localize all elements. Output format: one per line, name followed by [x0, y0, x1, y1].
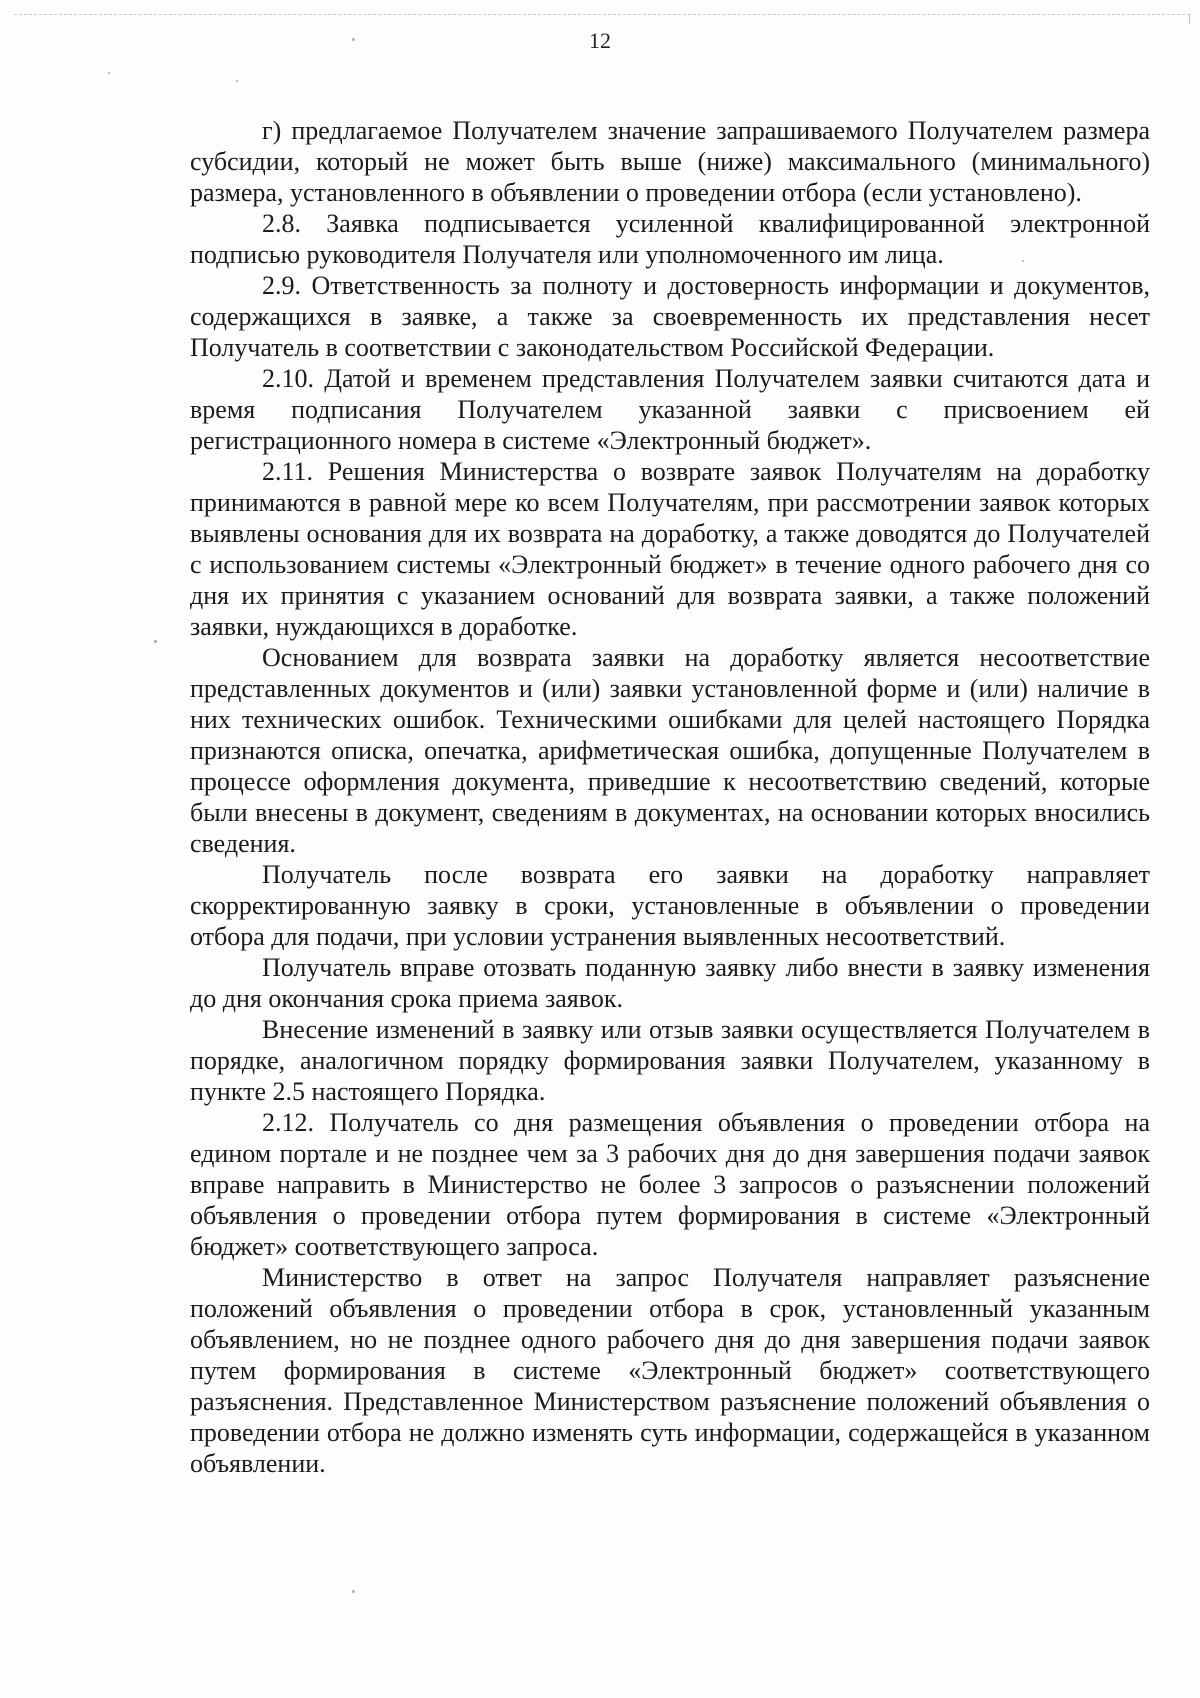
paragraph-2-9: 2.9. Ответственность за полноту и достоверность информации и документов, содержащихся в заявке, а также за своевременность их представления несет Получатель в соответствии с законодательством Российской Федерации.	[190, 271, 1150, 362]
scan-speck	[352, 1590, 355, 1593]
page-number: 12	[589, 28, 611, 53]
paragraph-changes: Внесение изменений в заявку или отзыв заявки осуществляется Получателем в порядке, аналогичном порядку формирования заявки Получателем, указанному в пункте 2.5 настоящего Порядка.	[190, 1015, 1150, 1106]
scan-speck	[1022, 260, 1024, 262]
scan-edge-right	[1189, 14, 1190, 24]
paragraph-subitem-g: г) предлагаемое Получателем значение запрашиваемого Получателем размера субсидии, который не может быть выше (ниже) максимального (минимального) размера, установленного в объявлении о проведении отбора (если установлено).	[190, 116, 1150, 207]
paragraph-resubmission: Получатель после возврата его заявки на доработку направляет скорректированную заявку в сроки, установленные в объявлении о проведении отбора для подачи, при условии устранения выявленных несоответствий.	[190, 860, 1150, 951]
document-body	[190, 115, 1150, 1479]
paragraph-2-8: 2.8. Заявка подписывается усиленной квалифицированной электронной подписью руководителя Получателя или уполномоченного им лица.	[190, 209, 1150, 269]
scan-speck	[154, 640, 157, 643]
paragraph-return-grounds: Основанием для возврата заявки на доработку является несоответствие представленных документов и (или) заявки установленной форме и (или) наличие в них технических ошибок. Техническими ошибками для целей настоящего Порядка признаются описка, опечатка, арифметическая ошибка, допущенные Получателем в процессе оформления документа, приведшие к несоответствию сведений, которые были внесены в документ, сведениям в документах, на основании которых вносились сведения.	[190, 643, 1150, 858]
scan-speck	[236, 80, 238, 82]
paragraph-2-11: 2.11. Решения Министерства о возврате заявок Получателям на доработку принимаются в равной мере ко всем Получателям, при рассмотрении заявок которых выявлены основания для их возврата на доработку, а также доводятся до Получателей с использованием системы «Электронный бюджет» в течение одного рабочего дня со дня их принятия с указанием оснований для возврата заявки, а также положений заявки, нуждающихся в доработке.	[190, 457, 1150, 641]
scan-speck	[108, 72, 110, 74]
scan-speck	[352, 38, 355, 41]
paragraph-withdrawal: Получатель вправе отозвать поданную заявку либо внести в заявку изменения до дня окончания срока приема заявок.	[190, 953, 1150, 1013]
scan-edge-top	[14, 14, 1190, 15]
paragraph-2-12: 2.12. Получатель со дня размещения объявления о проведении отбора на едином портале и не позднее чем за 3 рабочих дня до дня завершения подачи заявок вправе направить в Министерство не более 3 запросов о разъяснении положений объявления о проведении отбора путем формирования в системе «Электронный бюджет» соответствующего запроса.	[190, 1108, 1150, 1261]
paragraph-clarification: Министерство в ответ на запрос Получателя направляет разъяснение положений объявления о проведении отбора в срок, установленный указанным объявлением, но не позднее одного рабочего дня до дня завершения подачи заявок путем формирования в системе «Электронный бюджет» соответствующего разъяснения. Представленное Министерством разъяснение положений объявления о проведении отбора не должно изменять суть информации, содержащейся в указанном объявлении.	[190, 1263, 1150, 1478]
paragraph-2-10: 2.10. Датой и временем представления Получателем заявки считаются дата и время подписания Получателем указанной заявки с присвоением ей регистрационного номера в системе «Электронный бюджет».	[190, 364, 1150, 455]
